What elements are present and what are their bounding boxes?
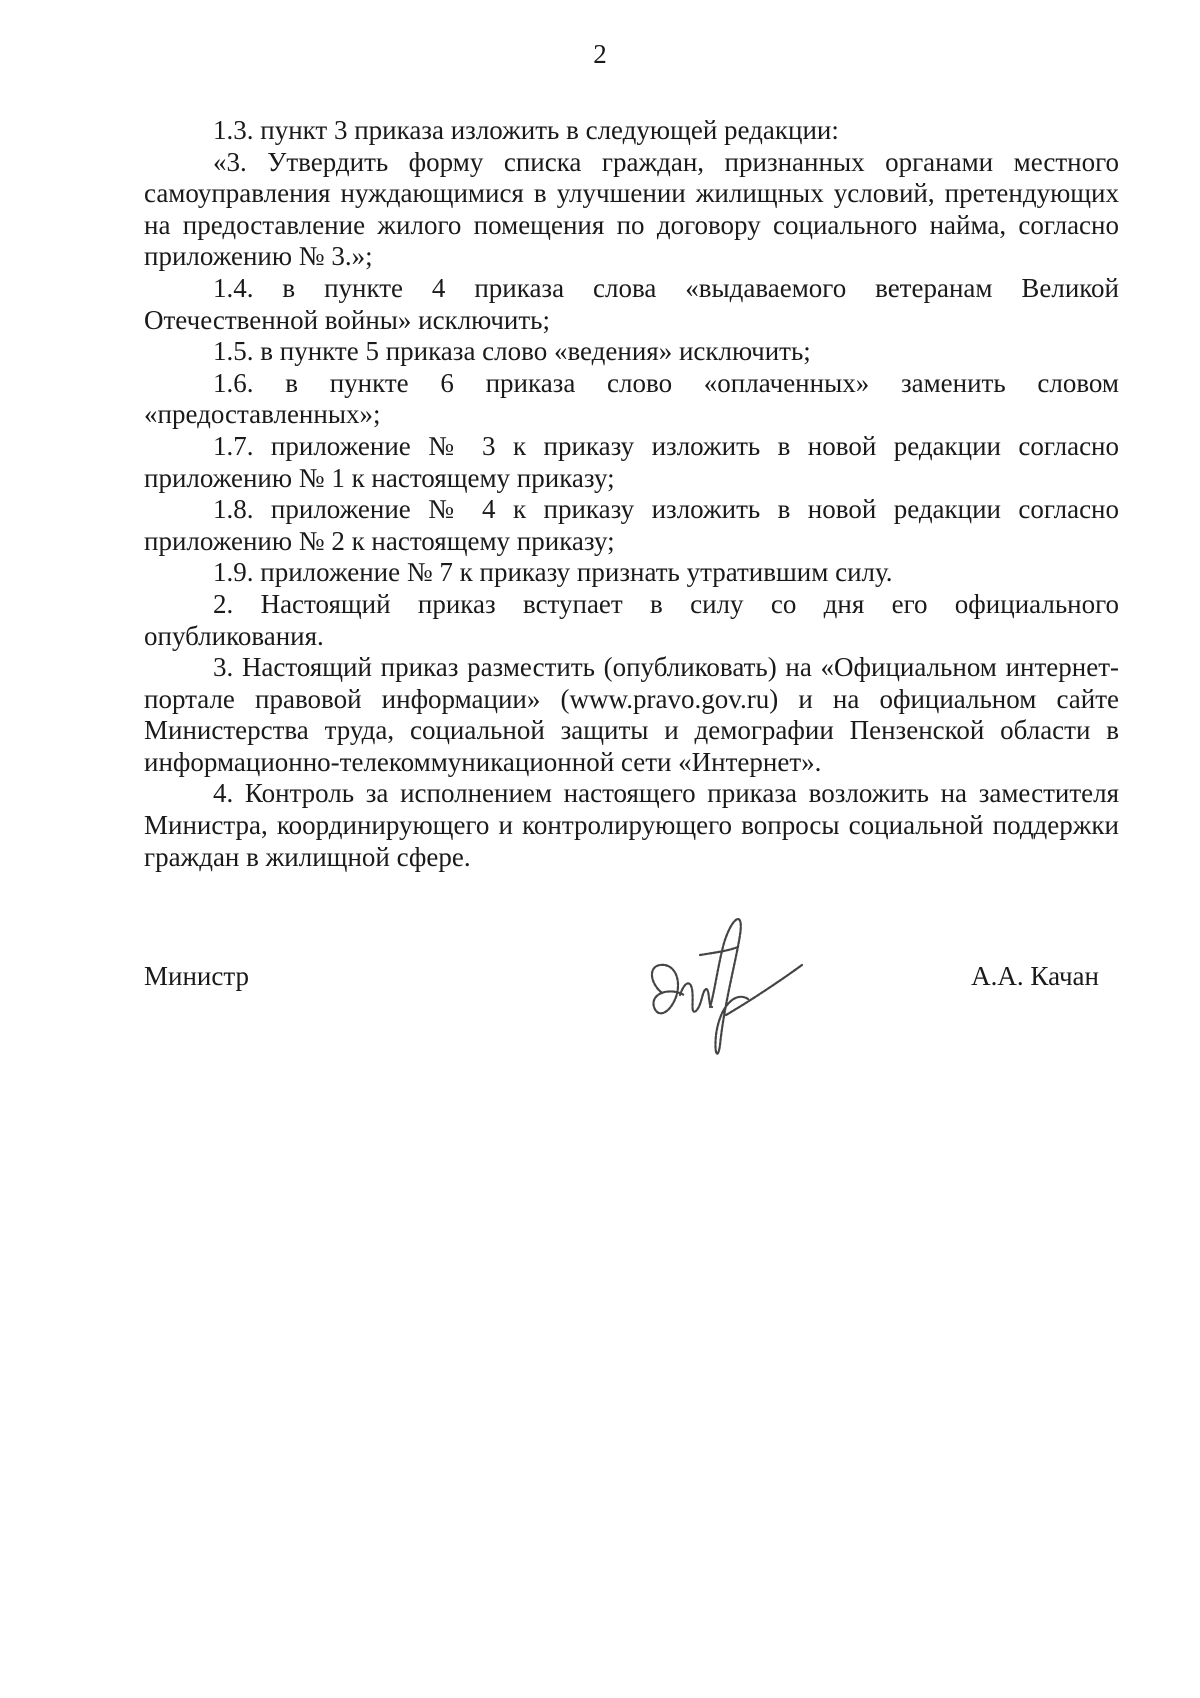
paragraph-1-5: 1.5. в пункте 5 приказа слово «ведения» исключить; <box>213 336 811 367</box>
paragraph-4: 4. Контроль за исполнением настоящего приказа возложить на заместителя Министра, координирующего и контролирующего вопросы социальной поддержки граждан в жилищной сфере. <box>144 778 1119 872</box>
signatory-name: А.А. Качан <box>971 961 1099 991</box>
paragraph-3: 3. Настоящий приказ разместить (опубликовать) на «Официальном интернет-портале правовой информации» (www.pravo.gov.ru) и на официальном сайте Министерства труда, социальной защиты и демографии Пензенской области в информационно-телекоммуникационной сети «Интернет». <box>144 652 1119 777</box>
signature-block <box>144 960 1099 1000</box>
paragraph-quoted-item-3: «3. Утвердить форму списка граждан, признанных органами местного самоуправления нуждающимися в улучшении жилищных условий, претендующих на предоставление жилого помещения по договору социального найма, согласно приложению № 3.»; <box>144 146 1119 272</box>
signatory-title: Министр <box>144 961 249 991</box>
paragraph-1-7: 1.7. приложение № 3 к приказу изложить в новой редакции согласно приложению № 1 к настоящему приказу; <box>144 430 1119 493</box>
document-body <box>144 115 1119 873</box>
paragraph-1-6: 1.6. в пункте 6 приказа слово «оплаченных» заменить словом «предоставленных»; <box>144 367 1119 430</box>
paragraph-1-3: 1.3. пункт 3 приказа изложить в следующей редакции: <box>213 115 839 145</box>
paragraph-1-9: 1.9. приложение № 7 к приказу признать утратившим силу. <box>213 557 893 588</box>
page-number: 2 <box>593 39 607 69</box>
paragraph-1-8: 1.8. приложение № 4 к приказу изложить в новой редакции согласно приложению № 2 к настоящему приказу; <box>144 494 1119 556</box>
paragraph-1-4: 1.4. в пункте 4 приказа слова «выдаваемого ветеранам Великой Отечественной войны» исключить; <box>144 272 1119 335</box>
paragraph-2: 2. Настоящий приказ вступает в силу со дня его официального опубликования. <box>144 588 1119 651</box>
